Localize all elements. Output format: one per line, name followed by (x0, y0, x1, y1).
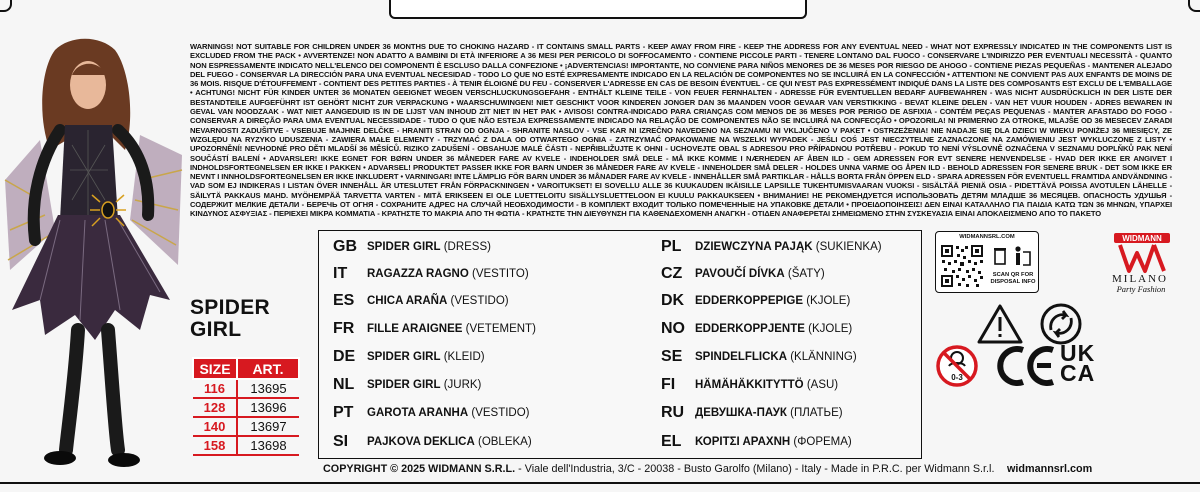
product-title (190, 297, 270, 341)
lang-code: IT (333, 265, 348, 282)
corner-decoration (1188, 0, 1200, 12)
language-row (661, 373, 838, 397)
qr-disposal-block[interactable] (935, 231, 1039, 293)
lang-name: ΚΟΡΙΤΣΙ ΑΡΑΧΝΗ (695, 436, 791, 448)
language-box (318, 230, 922, 459)
lang-code: RU (661, 404, 685, 421)
lang-desc: (JURK) (443, 379, 482, 391)
logo-city: MILANO (1112, 273, 1168, 285)
language-row (661, 317, 852, 341)
language-row (333, 317, 536, 341)
lang-name: PAVOUČÍ DÍVKA (695, 268, 785, 280)
lang-code: EL (661, 433, 682, 450)
language-row (333, 401, 530, 425)
ce-mark-icon (1000, 349, 1053, 383)
costume-photo (0, 30, 185, 480)
language-row (333, 289, 509, 313)
safety-symbols (935, 300, 1175, 400)
lang-desc: (DRESS) (443, 241, 491, 253)
lang-desc: (VESTIDO) (471, 407, 530, 419)
lang-name: EDDERKOPPJENTE (695, 323, 805, 335)
lang-name: ДЕВУШКА-ПАУК (695, 407, 787, 419)
lang-name: DZIEWCZYNA PAJĄK (695, 241, 813, 253)
ukca-line: CA (1060, 360, 1096, 386)
lang-desc: (VETEMENT) (465, 323, 536, 335)
lang-desc: (OBLEKA) (477, 436, 532, 448)
title-line: GIRL (190, 318, 242, 341)
art-header: ART. (237, 358, 299, 379)
table-row (193, 379, 299, 398)
address-text: - Viale dell'Industria, 3/C - 20038 - Busto Garolfo (Milano) - Italy - Made in P.R.C. per Widmann S.r.l. (515, 463, 995, 475)
lang-name: RAGAZZA RAGNO (367, 268, 469, 280)
size-cell: 128 (193, 398, 237, 417)
lang-name: SPIDER GIRL (367, 379, 441, 391)
lang-code: FI (661, 376, 676, 393)
language-row (333, 262, 529, 286)
size-header: SIZE (193, 358, 237, 379)
lang-code: SE (661, 348, 683, 365)
lang-desc: (ΦΟΡΕΜΑ) (793, 436, 852, 448)
logo-tagline: Party Fashion (1116, 284, 1166, 294)
logo-brand-text: WIDMANN (1122, 234, 1162, 243)
lang-desc: (KLEID) (443, 351, 485, 363)
table-row (193, 398, 299, 417)
qr-code-icon[interactable] (940, 244, 984, 288)
age-label: 0-3 (951, 373, 963, 382)
recycle-bin-info-icon (992, 244, 1032, 268)
recycle-icon (1042, 305, 1080, 343)
lang-code: DK (661, 292, 685, 309)
language-row (661, 289, 850, 313)
website-link[interactable]: widmannsrl.com (1007, 463, 1093, 475)
lang-name: SPIDER GIRL (367, 351, 441, 363)
lang-code: GB (333, 238, 357, 255)
lang-desc: (ŠATY) (787, 268, 825, 280)
lang-code: NL (333, 376, 355, 393)
art-cell: 13698 (237, 436, 299, 455)
lang-name: CHICA ARAÑA (367, 295, 448, 307)
language-row (333, 235, 491, 259)
lang-code: PT (333, 404, 354, 421)
bottom-divider (0, 482, 1200, 484)
size-cell: 158 (193, 436, 237, 455)
language-row (661, 401, 843, 425)
size-cell: 116 (193, 379, 237, 398)
lang-name: SPIDER GIRL (367, 241, 441, 253)
lang-name: SPINDELFLICKA (695, 351, 787, 363)
lang-desc: (KJOLE) (808, 323, 853, 335)
language-row (661, 430, 852, 454)
language-row (333, 430, 532, 454)
copyright-text: COPYRIGHT © 2025 WIDMANN S.R.L. (323, 463, 516, 475)
not-suitable-0-3-icon (938, 347, 976, 385)
warnings-text: WARNINGS! NOT SUITABLE FOR CHILDREN UNDER 36 MONTHS DUE TO CHOKING HAZARD - IT CONTAINS SMALL PARTS - KEEP AWAY FROM FIRE - KEEP THE ADDRESS FOR ANY EVENTUAL NEED - WHAT NOT EXPRESSLY INDICATED IN THE COMPONENTS LIST IS EXCLUDED FROM THE PACK • AVVERTENZE! NON ADATTO A BAMBINI DI ETÀ INFERIORE A 36 MESI PER PERICOLO DI SOFFOCAMENTO - CONTIENE PICCOLE PARTI - TENERE LONTANO DAL FUOCO - CONSERVARE L'INDIRIZZO PER EVENTUALI NECESSITÀ - QUANTO NON ESPRESSAMENTE INDICATO NELL'ELENCO DEI COMPONENTI È ESCLUSO DALLA CONFEZIONE • ¡ADVERTENCIAS! IMPORTANTE, NO CONVIENE PARA NIÑOS MENORES DE 36 MESES POR RIESGO DE AHOGO - CONTIENE PIEZAS PEQUEÑAS - MANTENER ALEJADO DEL FUEGO - CONSERVAR LA DIRECCIÓN PARA UNA EVENTUAL NECESIDAD - TODO LO QUE NO ESTÉ EXPRESAMENTE INDICADO EN LA RELACIÓN DE COMPONENTES NO SE INCLUIRÁ EN LA CONFECCIÓN • ATTENTION! NE CONVIENT PAS AUX ENFANTS DE MOINS DE 36 MOIS. RISQUE D'ÉTOUFFEMENT - CONTIENT DES PETITES PARTIES - À TENIR ÉLOIGNÉ DU FEU - CONSERVER L'ADRESSE EN CAS DE BESOIN ÉVENTUEL - CE QUI N'EST PAS EXPRESSÉMENT INDIQUÉ DANS LA LISTE DES COMPOSANTS EST EXCLU DE L'EMBALLAGE • ACHTUNG! NICHT FÜR KINDER UNTER 36 MONATEN GEEIGNET WEGEN VERSCHLUCKUNGSGEFAHR - ENTHÄLT KLEINE TEILE - VON FEUER FERNHALTEN - ADRESSE FÜR EVENTUELLEN BEDARF AUFBEWAHREN - WAS NICHT AUSDRÜCKLICH IN DER LISTE DER BESTANDTEILE AUFGEFÜHRT IST GEHÖRT NICHT ZUR VERPACKUNG • WAARSCHUWINGEN! NIET GESCHIKT VOOR KINDEREN JONGER DAN 36 MAANDEN VOOR GEVAAR VAN VERSTIKKING - BEVAT KLEINE DELEN - VAN HET VUUR HOUDEN - ADRES BEWAREN IN GEVAL VAN NOODZAAK - WAT NIET AANGEDUID IS IN DE LIJST VAN INHOUD ZIT NIET IN HET PAK • AVISOS! CONTRA-INDICADO PARA CRIANÇAS COM MENOS DE 36 MESES POR PERIGO DE ASFIXIA - CONTÉM PEÇAS PEQUENAS - MANTER AFASTADO DO FOGO - CONSERVAR A DIREÇÃO PARA UMA EVENTUAL NECESSIDADE - TUDO O QUE NÃO ESTEJA EXPRESSAMENTE INDICADO NA RELAÇÃO DE COMPONENTES NÃO SE INCLUIRÁ NA CONFECÇÃO • OPOZORILA! NI PRIMERNO ZA OTROKE, MLAJŠE OD 36 MESECEV ZARADI NEVARNOSTI ZADUŠITVE - VSEBUJE MAJHNE DELČKE - HRANITI STRAN OD OGNJA - SHRANITE NASLOV - VSE KAR NI IZREČNO NAVEDENO NA SEZNAMU NI VKLJUČENO V PAKET • OSTRZEŻENIA! NIE NADAJE SIĘ DLA DZIECI W WIEKU PONIŻEJ 36 MIESIĘCY, ZE WZGLĘDU NA RYZYKO UDUSZENIA - ZAWIERA MAŁE ELEMENTY - TRZYMAĆ Z DALA OD OTWARTEGO OGNIA - ZATRZYMAĆ OPAKOWANIE NA WSZELKI WYPADEK - JEŚLI COŚ JEST NIECZYTELNE ZAZNACZONE NA ZAMÓWIENIU JEST WYKLUCZONE Z LISTY • UPOZORNĚNÍ! NEVHODNÉ PRO DĚTI MLADŠÍ 36 MĚSÍCŮ. RIZIKO ZADUŠENÍ - OBSAHUJE MALÉ ČÁSTI - NEPŘIBLIŽUJTE K OHNI - UCHOVEJTE OBAL S ADRESOU PRO PŘÍPADNOU POTŘEBU - POKUD TO NENÍ VÝSLOVNĚ OZNAČENA V SEZNAMU DOPLŇKŮ PAK NENÍ SOUČÁSTÍ BALENÍ • ADVARSLER! IKKE EGNET FOR BØRN UNDER 36 MÅNEDER FARE AV KVELE - INDEHOLDER SMÅ DELE - MÅ IKKE KOMME I NÆRHEDEN AF ÅBEN ILD - GEM ADRESSEN FOR EVT SENERE HENVENDELSE - HVAD DER IKKE ER ANGIVET I INDHOLDSFORTEGNELSEN ER IKKE I PAKKEN • ADVARSEL! PRODUKTET PASSER IKKE FOR BARN UNDER 36 MÅNEDER FARE AV KVELE - INNEHOLDER SMÅ DELER - HOLDES UNNA VARME OG ÅPEN ILD - BEHOLD ADRESSEN FOR SENERE BRUK - DET SOM IKKE ER NEVNT I INNHOLDSFORTEGNELSEN ER IKKE INKLUDERT • VARNINGAR! INTE LÄMPLIG FÖR BARN UNDER 36 MÅNADER FARE AV KVELE - INNEHÅLLER SMÅ PARTIKLAR - HÅLLS BORTA FRÅN ÖPPEN ELD - SPARA ADRESSEN FÖR EVENTUELL FRAMTIDA ANDVÄNDNING - VAD SOM EJ INDIKERAS I LISTAN ÖVER INNEHÅLL ÄR UTESLUTET FRÅN FÖRPACKNINGEN • VAROITUKSET! EI SOVELLU ALLE 36 KUUKAUDEN IKÄISILLE LAPSILLE TUKEHTUMISVAARAN VUOKSI - SISÄLTÄÄ PIENIÄ OSIA - PIDETTÄVÄ POISSA AVOTULEN LÄHELLE - SÄILYTÄ PAKKAUS MAHD. MYÖHEMPÄÄ TARVETTA VARTEN - MITÄ ERIKSEEN EI OLE LUETTELOITU SISÄLLYSLUETTELOON EI KUULU PAKKAUKSEEN • ВНИМАНИЕ! НЕ РЕКОМЕНДУЕТСЯ ИСПОЛЬЗОВАТЬ ДЕТЯМ МЛАДШЕ 36 МЕСЯЦЕВ. ОПАСНОСТЬ УДУШЬЯ - СОДЕРЖИТ МЕЛКИЕ ДЕТАЛИ - БЕРЕЧЬ ОТ ОГНЯ - СОХРАНИТЕ АДРЕС НА СЛУЧАЙ НЕОБХОДИМОСТИ - В КОМПЛЕКТ ВХОДИТ ТОЛЬКО ПОМЕЧЕННЫЕ НА УПАКОВКЕ ДЕТАЛИ • ΠΡΟΕΙΔΟΠΟΙΗΣΕΙΣ! ΔΕΝ ΕΙΝΑΙ ΚΑΤΑΛΛΗΛΟ ΓΙΑ ΠΑΙΔΙΑ ΚΑΤΩ ΤΩΝ 36 ΜΗΝΩΝ, ΥΠΑΡΧΕΙ ΚΙΝΔΥΝΟΣ ΑΣΦΥΞΙΑΣ - ΠΕΡΙΕΧΕΙ ΜΙΚΡΑ ΚΟΜΜΑΤΙΑ - ΚΡΑΤΗΣΤΕ ΤΟ ΜΑΚΡΙΑ ΑΠΟ ΤΗ ΦΩΤΙΑ - ΚΡΑΤΗΣΤΕ ΤΗΝ ΔΙΕΥΘΥΝΣΗ ΓΙΑ ΚΑΘΕΝΔΕΧΟΜΕΝΗ ΑΝΑΓΚΗ - ΟΤΙΔΕΝ ΑΝΑΦΕΡΕΤΑΙ ΣΗΜΕΙΩΜΕΝΟ ΣΤΗΝ ΣΥΣΚΕΥΑΣΙΑ ΕΙΝΑΙ ΑΠΟΚΛΕΙΣΜΕΝΟ ΑΠΟ ΤΟ ΠΑΚΕΤΟ (190, 42, 1173, 219)
lang-desc: (VESTIDO) (450, 295, 509, 307)
language-row (661, 235, 882, 259)
lang-name: HÄMÄHÄKKITYTTÖ (695, 379, 804, 391)
language-row (661, 345, 857, 369)
art-cell: 13697 (237, 417, 299, 436)
lang-name: EDDERKOPPEPIGE (695, 295, 803, 307)
table-row (193, 436, 299, 455)
size-table (192, 357, 300, 456)
lang-name: FILLE ARAIGNEE (367, 323, 463, 335)
lang-desc: (ASU) (806, 379, 839, 391)
ukca-mark (1060, 340, 1096, 386)
language-row (661, 262, 825, 286)
lang-desc: (ПЛАТЬЕ) (790, 407, 843, 419)
qr-scan-label (988, 272, 1038, 285)
language-row (333, 373, 481, 397)
lang-name: PAJKOVA DEKLICA (367, 436, 475, 448)
corner-decoration (0, 0, 12, 12)
warning-triangle-icon (979, 306, 1021, 342)
table-row (193, 417, 299, 436)
qr-url-label: WIDMANNSRL.COM (959, 234, 1015, 240)
lang-name: GAROTA ARANHA (367, 407, 469, 419)
lang-code: CZ (661, 265, 683, 282)
qr-scan-line: SCAN QR FOR (992, 272, 1034, 278)
lang-code: FR (333, 320, 355, 337)
lang-code: SI (333, 433, 349, 450)
lang-desc: (SUKIENKA) (815, 241, 882, 253)
hanger-tab (389, 0, 807, 19)
lang-desc: (VESTITO) (472, 268, 529, 280)
title-line: SPIDER (190, 296, 270, 319)
lang-code: ES (333, 292, 355, 309)
language-row (333, 345, 485, 369)
qr-scan-line: DISPOSAL INFO (990, 278, 1036, 285)
lang-code: DE (333, 348, 356, 365)
lang-desc: (KJOLE) (806, 295, 851, 307)
art-cell: 13695 (237, 379, 299, 398)
lang-desc: (KLÄNNING) (790, 351, 857, 363)
lang-code: NO (661, 320, 685, 337)
size-cell: 140 (193, 417, 237, 436)
ukca-line: UK (1060, 340, 1096, 366)
footer-address (323, 463, 994, 475)
art-cell: 13696 (237, 398, 299, 417)
lang-code: PL (661, 238, 682, 255)
